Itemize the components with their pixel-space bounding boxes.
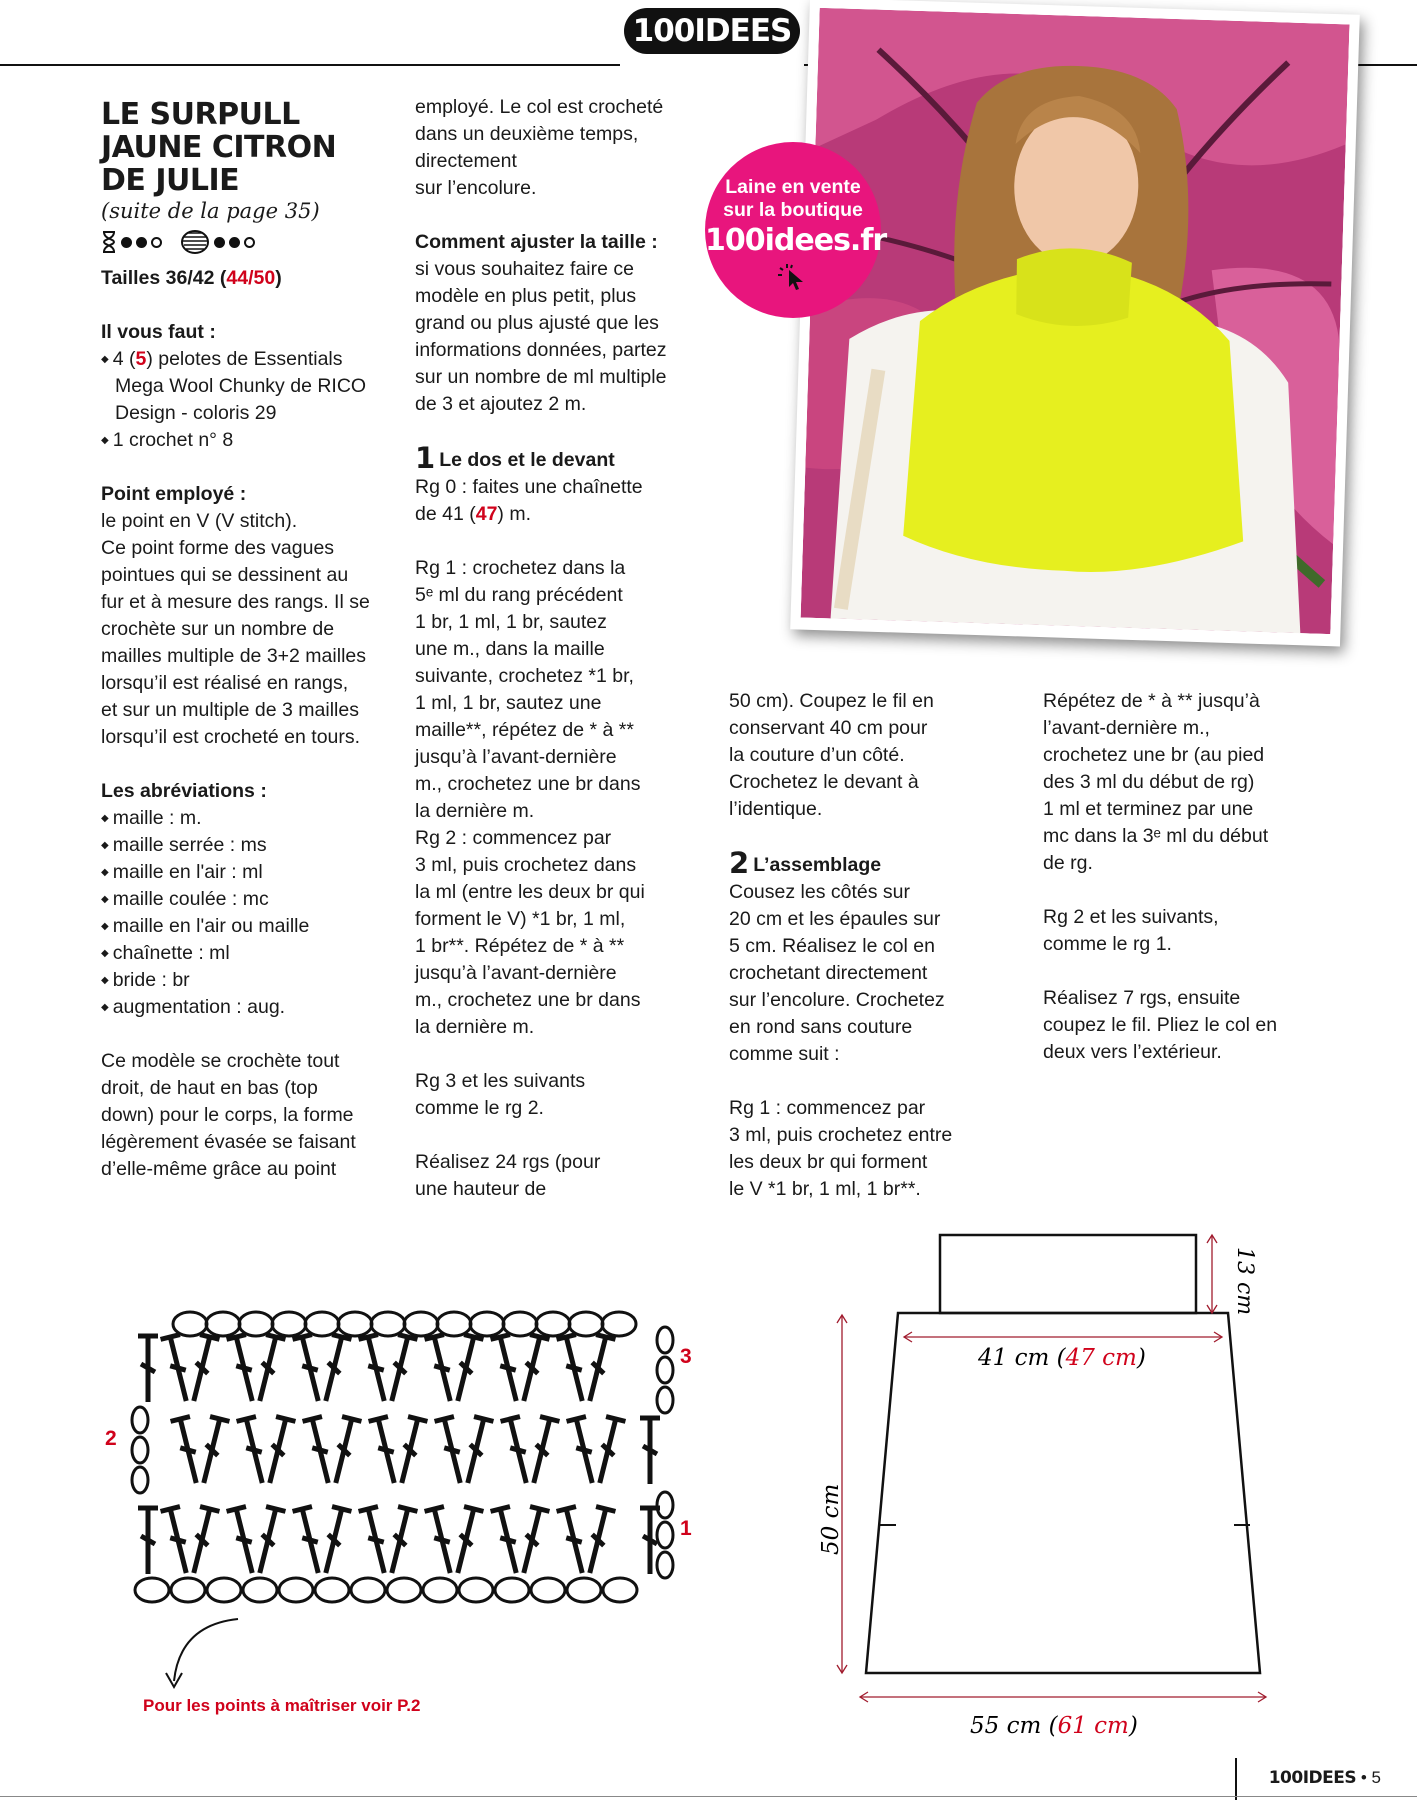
rating-dot-filled — [229, 237, 240, 248]
double-crochet-symbol — [448, 1333, 484, 1404]
stitch-top-bar — [540, 1417, 559, 1422]
double-crochet-symbol — [316, 1333, 352, 1404]
schematic-height: 50 cm — [818, 1483, 844, 1555]
double-crochet-symbol — [556, 1505, 592, 1576]
yarn-skein-icon — [180, 229, 210, 255]
rg2-line: 3 ml, puis crochetez dans — [415, 854, 637, 876]
adjust-heading: Comment ajuster la taille : — [415, 231, 658, 253]
rg1-line: une m., dans la maille — [415, 638, 605, 660]
column-4 — [1043, 688, 1343, 1066]
needs-yarn — [101, 346, 391, 373]
double-crochet-symbol — [640, 1416, 660, 1484]
chain-stitch-symbol — [371, 1312, 405, 1336]
schematic-bottom-width — [970, 1713, 1138, 1739]
rg2-line: m., crochetez une br dans — [415, 989, 641, 1011]
collar-rg1-line: Rg 1 : commencez par — [729, 1097, 926, 1119]
footer-rule-bottom — [0, 1796, 1417, 1797]
double-crochet-symbol — [184, 1505, 220, 1576]
double-crochet-symbol — [194, 1415, 230, 1486]
assembly-line: Cousez les côtés sur — [729, 881, 910, 903]
chain-stitch-symbol — [132, 1407, 148, 1433]
chain-stitch-symbol — [135, 1578, 169, 1602]
chain-stitch-symbol — [459, 1578, 493, 1602]
stitch-cross-bar — [643, 1446, 657, 1454]
intro-line: Ce modèle se crochète tout — [101, 1050, 340, 1072]
double-crochet-symbol — [392, 1415, 428, 1486]
chain-stitch-symbol — [657, 1492, 673, 1518]
sizes-line — [101, 265, 391, 292]
double-crochet-symbol — [302, 1415, 338, 1486]
rg1-line: 1 ml, 1 br, sautez une — [415, 692, 602, 714]
chain-stitch-symbol — [272, 1312, 306, 1336]
intro-line: down) pour le corps, la forme — [101, 1104, 354, 1126]
schematic-top-width — [977, 1345, 1146, 1371]
intro-line: légèrement évasée se faisant — [101, 1131, 356, 1153]
page-footer — [1269, 1768, 1381, 1788]
footer-page-number: 5 — [1371, 1768, 1381, 1787]
stitch-line: crochète sur un nombre de — [101, 618, 335, 640]
sizes-label: Tailles 36/42 ( — [101, 267, 227, 289]
shop-badge[interactable] — [705, 142, 887, 318]
double-crochet-symbol — [448, 1505, 484, 1576]
rating-dot-filled — [121, 237, 132, 248]
chain-stitch-symbol — [495, 1578, 529, 1602]
abbreviation-item: ◆ maille : m. — [101, 805, 391, 832]
rg24-line: une hauteur de — [415, 1178, 547, 1200]
header-rule-left — [0, 64, 620, 66]
stitch-top-bar — [501, 1417, 520, 1422]
abbreviation-item: ◆ maille en l'air : ml — [101, 859, 391, 886]
stitch-top-bar — [171, 1417, 190, 1422]
double-crochet-symbol — [138, 1506, 158, 1574]
adjust-line: sur un nombre de ml multiple — [415, 366, 667, 388]
step2-heading — [729, 846, 999, 880]
stitch-top-bar — [237, 1417, 256, 1422]
chain-stitch-symbol — [437, 1312, 471, 1336]
badge-line2: sur la boutique — [723, 199, 863, 221]
chain-stitch-symbol — [657, 1327, 673, 1353]
step1-heading — [415, 441, 695, 475]
chart-row-label-1: 1 — [680, 1517, 692, 1540]
chain-stitch-symbol — [657, 1357, 673, 1383]
col4-line: crochetez une br (au pied — [1043, 744, 1265, 766]
adjust-line: si vous souhaitez faire ce — [415, 258, 634, 280]
chain-stitch-symbol — [657, 1522, 673, 1548]
double-crochet-symbol — [580, 1333, 616, 1404]
rg0-count — [415, 501, 695, 528]
chain-stitch-symbol — [567, 1578, 601, 1602]
chain-stitch-symbol — [404, 1312, 438, 1336]
double-crochet-symbol — [580, 1505, 616, 1576]
rating-dot-empty — [151, 237, 162, 248]
badge-line1: Laine en vente — [725, 176, 861, 198]
stitch-line: mailles multiple de 3+2 mailles — [101, 645, 366, 667]
rg3-line: Rg 3 et les suivants — [415, 1070, 586, 1092]
col4-line: Rg 2 et les suivants, — [1043, 906, 1219, 928]
col3-line: la couture d’un côté. — [729, 744, 905, 766]
step2-number: 2 — [729, 846, 750, 880]
assembly-line: sur l’encolure. Crochetez — [729, 989, 945, 1011]
stitch-cross-bar — [643, 1536, 657, 1544]
hourglass-icon — [101, 230, 117, 254]
difficulty-rating — [101, 229, 391, 255]
top-width-end: ) — [1136, 1345, 1146, 1371]
chart-row-label-2: 2 — [105, 1427, 117, 1450]
rg24-line: Réalisez 24 rgs (pour — [415, 1151, 601, 1173]
double-crochet-symbol — [458, 1415, 494, 1486]
rg2-line: la dernière m. — [415, 1016, 535, 1038]
collar-rg1-line: le V *1 br, 1 ml, 1 br**. — [729, 1178, 921, 1200]
yarn-alt: 5 — [135, 348, 147, 370]
chain-stitch-symbol — [338, 1312, 372, 1336]
double-crochet-symbol — [524, 1415, 560, 1486]
footer-separator: • — [1356, 1768, 1372, 1787]
col4-line: des 3 ml du début de rg) — [1043, 771, 1255, 793]
schematic-collar-height: 13 cm — [1232, 1247, 1257, 1316]
stitch-line: fur et à mesure des rangs. Il se — [101, 591, 370, 613]
model-photo-illustration — [801, 8, 1350, 634]
yarn-pre: 4 ( — [112, 348, 136, 370]
column-3 — [729, 688, 999, 1203]
double-crochet-symbol — [184, 1333, 220, 1404]
col4-line: l’avant-dernière m., — [1043, 717, 1210, 739]
stitch-top-bar — [200, 1507, 219, 1512]
double-crochet-symbol — [226, 1333, 262, 1404]
badge-site[interactable]: 100idees.fr — [705, 223, 887, 258]
rg1-line: suivante, crochetez *1 br, — [415, 665, 634, 687]
double-crochet-symbol — [160, 1505, 196, 1576]
stitch-top-bar — [398, 1507, 417, 1512]
needs-yarn-line2: Mega Wool Chunky de RICO — [115, 375, 367, 397]
double-crochet-symbol — [250, 1333, 286, 1404]
stitch-cross-bar — [141, 1364, 155, 1372]
model-photo — [801, 8, 1350, 634]
stitch-top-bar — [530, 1507, 549, 1512]
adjust-line: de 3 et ajoutez 2 m. — [415, 393, 587, 415]
article-title-line: LE SURPULL — [101, 97, 300, 132]
stitch-line: le point en V (V stitch). — [101, 510, 298, 532]
col4-line: de rg. — [1043, 852, 1093, 874]
stitch-top-bar — [266, 1507, 285, 1512]
rg0-alt: 47 — [475, 503, 498, 525]
adjust-line: informations données, partez — [415, 339, 667, 361]
collar-rg1-line: les deux br qui forment — [729, 1151, 928, 1173]
assembly-line: comme suit : — [729, 1043, 840, 1065]
column-1 — [101, 98, 391, 1183]
double-crochet-symbol — [490, 1505, 526, 1576]
cursor-click-icon — [775, 260, 811, 292]
stitch-top-bar — [435, 1417, 454, 1422]
article-title-line: DE JULIE — [101, 163, 240, 198]
stitch-top-bar — [293, 1507, 312, 1512]
magazine-logo: 100IDEES — [624, 8, 800, 54]
bottom-width-alt: 61 cm — [1057, 1713, 1129, 1739]
chain-stitch-symbol — [503, 1312, 537, 1336]
intro-line: d’elle-même grâce au point — [101, 1158, 337, 1180]
abbreviation-item: ◆ maille serrée : ms — [101, 832, 391, 859]
chain-stitch-symbol — [470, 1312, 504, 1336]
yarn-post: ) pelotes de Essentials — [146, 348, 343, 370]
chain-stitch-symbol — [657, 1552, 673, 1578]
stitch-top-bar — [369, 1417, 388, 1422]
double-crochet-symbol — [434, 1415, 470, 1486]
double-crochet-symbol — [316, 1505, 352, 1576]
double-crochet-symbol — [424, 1333, 460, 1404]
assembly-line: en rond sans couture — [729, 1016, 913, 1038]
rg0-line: Rg 0 : faites une chaînette — [415, 476, 643, 498]
rg1-line: 1 br, 1 ml, 1 br, sautez — [415, 611, 607, 633]
col3-line: Crochetez le devant à — [729, 771, 919, 793]
chain-stitch-symbol — [239, 1312, 273, 1336]
chain-stitch-symbol — [207, 1578, 241, 1602]
double-crochet-symbol — [138, 1334, 158, 1402]
double-crochet-symbol — [250, 1505, 286, 1576]
stitch-top-bar — [342, 1417, 361, 1422]
col4-line: coupez le fil. Pliez le col en — [1043, 1014, 1278, 1036]
chain-stitch-symbol — [351, 1578, 385, 1602]
double-crochet-symbol — [170, 1415, 206, 1486]
double-crochet-symbol — [590, 1415, 626, 1486]
needs-yarn-line3: Design - coloris 29 — [115, 402, 277, 424]
double-crochet-symbol — [160, 1333, 196, 1404]
article-subtitle: (suite de la page 35) — [101, 199, 320, 223]
stitch-top-bar — [161, 1335, 180, 1340]
rg0-pre: de 41 ( — [415, 503, 476, 525]
double-crochet-symbol — [358, 1333, 394, 1404]
double-crochet-symbol — [424, 1505, 460, 1576]
sizes-end: ) — [275, 267, 282, 289]
rg1-line: jusqu’à l’avant-dernière — [415, 746, 617, 768]
step1-number: 1 — [415, 441, 436, 475]
stitch-top-bar — [303, 1417, 322, 1422]
rating-dot-empty — [244, 237, 255, 248]
stitch-line: et sur un multiple de 3 mailles — [101, 699, 359, 721]
top-width-value: 41 cm ( — [978, 1345, 1066, 1371]
stitch-line: lorsqu’il est réalisé en rangs, — [101, 672, 349, 694]
double-crochet-symbol — [500, 1415, 536, 1486]
double-crochet-symbol — [260, 1415, 296, 1486]
model-photo-frame — [790, 0, 1360, 646]
double-crochet-symbol — [382, 1505, 418, 1576]
col4-line: comme le rg 1. — [1043, 933, 1172, 955]
chain-stitch-symbol — [602, 1312, 636, 1336]
footer-rule — [1235, 1758, 1237, 1800]
article-title-line: JAUNE CITRON — [101, 130, 337, 165]
needs-hook: ◆ 1 crochet n° 8 — [101, 427, 391, 454]
col4-line: 1 ml et terminez par une — [1043, 798, 1254, 820]
rg1-line: Rg 1 : crochetez dans la — [415, 557, 626, 579]
double-crochet-symbol — [292, 1505, 328, 1576]
chain-stitch-symbol — [536, 1312, 570, 1336]
top-width-alt: 47 cm — [1065, 1345, 1137, 1371]
col4-line: Répétez de * à ** jusqu’à — [1043, 690, 1260, 712]
footer-brand: 100IDEES — [1268, 1768, 1357, 1788]
chain-stitch-symbol — [132, 1467, 148, 1493]
col4-line: mc dans la 3ᵉ ml du début — [1043, 825, 1269, 847]
schematic-collar — [940, 1235, 1196, 1313]
double-crochet-symbol — [556, 1333, 592, 1404]
double-crochet-symbol — [514, 1333, 550, 1404]
abbreviation-item: ◆ chaînette : ml — [101, 940, 391, 967]
sizes-alt: 44/50 — [226, 267, 276, 289]
step2-title: L’assemblage — [753, 854, 882, 876]
chain-stitch-symbol — [423, 1578, 457, 1602]
abbreviation-item: ◆ bride : br — [101, 967, 391, 994]
double-crochet-symbol — [292, 1333, 328, 1404]
rg1-line: maille**, répétez de * à ** — [415, 719, 634, 741]
rg1-line: 5ᵉ ml du rang précédent — [415, 584, 623, 606]
abbreviation-item: ◆ maille coulée : mc — [101, 886, 391, 913]
chain-stitch-symbol — [657, 1387, 673, 1413]
stitch-top-bar — [557, 1507, 576, 1512]
assembly-line: 20 cm et les épaules sur — [729, 908, 941, 930]
chain-stitch-symbol — [531, 1578, 565, 1602]
col3-line: l’identique. — [729, 798, 823, 820]
double-crochet-symbol — [514, 1505, 550, 1576]
stitch-top-bar — [474, 1417, 493, 1422]
step1-title: Le dos et le devant — [439, 449, 615, 471]
stitch-top-bar — [359, 1507, 378, 1512]
stitch-top-bar — [210, 1417, 229, 1422]
bottom-width-value: 55 cm ( — [970, 1713, 1058, 1739]
assembly-line: 5 cm. Réalisez le col en — [729, 935, 935, 957]
rating-dot-filled — [214, 237, 225, 248]
double-crochet-symbol — [326, 1415, 362, 1486]
needs-heading: Il vous faut : — [101, 321, 216, 343]
stitch-line: Ce point forme des vagues — [101, 537, 335, 559]
garment-schematic — [810, 1225, 1370, 1745]
stitch-line: lorsqu’il est crocheté en tours. — [101, 726, 361, 748]
col2-line: employé. Le col est crocheté — [415, 96, 664, 118]
stitch-top-bar — [596, 1507, 615, 1512]
rg0-post: ) m. — [497, 503, 531, 525]
chain-stitch-symbol — [569, 1312, 603, 1336]
intro-line: droit, de haut en bas (top — [101, 1077, 318, 1099]
abbreviation-item: ◆ maille en l'air ou maille — [101, 913, 391, 940]
chain-stitch-symbol — [171, 1578, 205, 1602]
stitch-top-bar — [491, 1507, 510, 1512]
collar-rg1-line: 3 ml, puis crochetez entre — [729, 1124, 953, 1146]
double-crochet-symbol — [566, 1415, 602, 1486]
chain-stitch-symbol — [206, 1312, 240, 1336]
rg1-line: la dernière m. — [415, 800, 535, 822]
stitch-top-bar — [464, 1507, 483, 1512]
abbreviations-heading: Les abréviations : — [101, 780, 267, 802]
stitch-top-bar — [161, 1507, 180, 1512]
stitch-top-bar — [332, 1507, 351, 1512]
rating-dot-filled — [136, 237, 147, 248]
assembly-line: crochetant directement — [729, 962, 928, 984]
rg1-line: m., crochetez une br dans — [415, 773, 641, 795]
chain-stitch-symbol — [387, 1578, 421, 1602]
rg2-line: Rg 2 : commencez par — [415, 827, 612, 849]
chain-stitch-symbol — [315, 1578, 349, 1602]
col3-line: conservant 40 cm pour — [729, 717, 928, 739]
chain-stitch-symbol — [305, 1312, 339, 1336]
stitch-chart — [130, 1290, 690, 1610]
adjust-line: grand ou plus ajusté que les — [415, 312, 659, 334]
double-crochet-symbol — [382, 1333, 418, 1404]
col2-line: sur l’encolure. — [415, 177, 537, 199]
chart-note: Pour les points à maîtriser voir P.2 — [143, 1696, 421, 1715]
double-crochet-symbol — [226, 1505, 262, 1576]
col4-line: Réalisez 7 rgs, ensuite — [1043, 987, 1241, 1009]
chain-stitch-symbol — [603, 1578, 637, 1602]
stitch-top-bar — [276, 1417, 295, 1422]
stitch-top-bar — [408, 1417, 427, 1422]
stitch-heading: Point employé : — [101, 483, 247, 505]
col2-line: dans un deuxième temps, — [415, 123, 639, 145]
curved-arrow-icon — [160, 1615, 240, 1695]
double-crochet-symbol — [358, 1505, 394, 1576]
col4-line: deux vers l’extérieur. — [1043, 1041, 1222, 1063]
stitch-top-bar — [425, 1507, 444, 1512]
stitch-top-bar — [606, 1417, 625, 1422]
chain-stitch-symbol — [279, 1578, 313, 1602]
bottom-width-end: ) — [1128, 1713, 1138, 1739]
chain-stitch-symbol — [173, 1312, 207, 1336]
rg3-line: comme le rg 2. — [415, 1097, 544, 1119]
double-crochet-symbol — [368, 1415, 404, 1486]
col3-line: 50 cm). Coupez le fil en — [729, 690, 934, 712]
chain-stitch-symbol — [243, 1578, 277, 1602]
col2-line: directement — [415, 150, 517, 172]
column-2 — [415, 94, 695, 1203]
adjust-line: modèle en plus petit, plus — [415, 285, 637, 307]
stitch-line: pointues qui se dessinent au — [101, 564, 349, 586]
double-crochet-symbol — [490, 1333, 526, 1404]
stitch-cross-bar — [141, 1536, 155, 1544]
rg2-line: forment le V) *1 br, 1 ml, — [415, 908, 626, 930]
stitch-top-bar — [227, 1507, 246, 1512]
chart-row-label-3: 3 — [680, 1345, 692, 1368]
rg2-line: 1 br**. Répétez de * à ** — [415, 935, 625, 957]
chain-stitch-symbol — [132, 1437, 148, 1463]
abbreviation-item: ◆ augmentation : aug. — [101, 994, 391, 1021]
rg2-line: la ml (entre les deux br qui — [415, 881, 645, 903]
double-crochet-symbol — [236, 1415, 272, 1486]
rg2-line: jusqu’à l’avant-dernière — [415, 962, 617, 984]
stitch-top-bar — [567, 1417, 586, 1422]
